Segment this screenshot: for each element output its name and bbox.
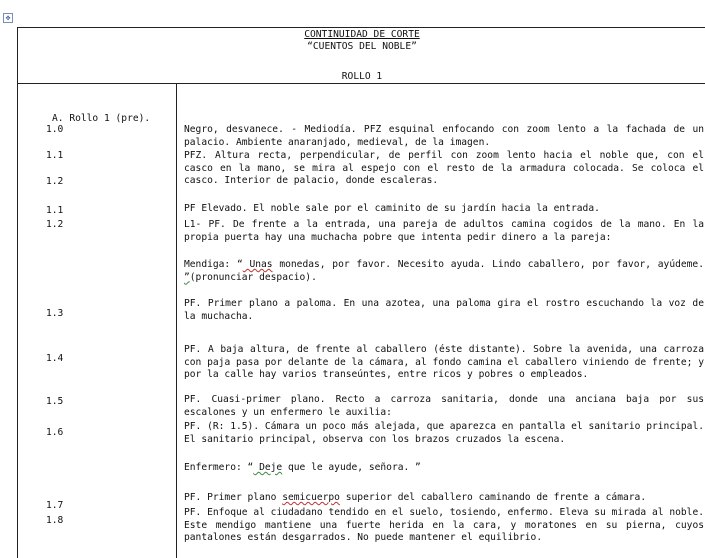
shot-description: Negro, desvanece. - Mediodía. PFZ esquinal enfocando con zoom lento a la fachada de un palacio. Ambiente anaranjado, medieval, de la imagen. [184,124,704,148]
dialogue-mendiga: Mendiga: “ Unas monedas, por favor. Necesito ayuda. Lindo caballero, por favor, ayúdeme. ”(pronunciar despacio). [184,259,704,283]
document-title: CONTINUIDAD DE CORTE [304,29,420,40]
rollo-label: A. Rollo 1 (pre). [52,113,151,124]
shot-description: PF. Cuasi-primer plano. Recto a carroza sanitaria, donde una anciana baja por sus escalones y un enfermero le auxilia: [184,394,704,418]
shot-description: PFZ. Altura recta, perpendicular, de perfil con zoom lento hacia el noble que, con el casco en la mano, se mira al espejo con el resto de la armadura colocada. Se coloca el casco. Interior de palacio, donde escaleras. [184,150,704,186]
document-subtitle: “CUENTOS DEL NOBLE” [307,41,417,52]
column-divider [176,84,177,558]
shot-description: PF. Primer plano a paloma. En una azotea, una paloma gira el rostro escuchando la voz de la muchacha. [184,298,704,322]
shot-description: PF. Primer plano semicuerpo superior del caballero caminando de frente a cámara. [184,492,647,503]
shot-description: PF. Enfoque al ciudadano tendido en el suelo, tosiendo, enfermo. Eleva su mirada al noble. Este mendigo mantiene una fuerte herida en la cara, y moratones en su pierna, cuyos pantalones están desgarrados. No puede mantener el equilibrio. [184,507,704,543]
shot-description: PF Elevado. El noble sale por el caminito de su jardín hacia la entrada. [184,203,600,214]
reel-label: ROLLO 1 [341,71,383,82]
table-move-handle-icon[interactable]: ✥ [3,13,13,23]
shot-description: PF. A baja altura, de frente al caballero (éste distante). Sobre la avenida, una carroza con paja pasa por delante de la cámara, al fondo camina el caballero viniendo de frente; y por la calle hay varios transeúntes, entre ricos y pobres o empleados. [184,344,704,380]
dialogue-enfermero: Enfermero: “ Deje que le ayude, señora. ” [184,462,421,473]
shot-description: L1- PF. De frente a la entrada, una pareja de adultos camina cogidos de la mano. En la propia puerta hay una muchacha pobre que intenta pedir dinero a la pareja: [184,219,704,243]
shot-description: PF. (R: 1.5). Cámara un poco más alejada, que aparezca en pantalla el sanitario principal. El sanitario principal, observa con los brazos cruzados la escena. [184,421,704,445]
continuity-table: CONTINUIDAD DE CORTE “CUENTOS DEL NOBLE” ROLLO 1 A. Rollo 1 (pre). 1.0 1.1 1.2 1.1 1.2 1.3 1.4 1.5 1.6 1.7 1.8 Negro, desvanece. - Mediodía. PFZ esquinal enfocando con zoom lento a la fachada de un palacio. Ambiente anaranjado, medieval, de la imagen. PFZ. Altura recta, perpendicular, de perfil con zoom lento hacia el noble que, con el casco en la mano, se mira al espejo con el resto de la armadura colocada. Se coloca el casco. Interior de palacio, donde escaleras. PF Elevado. El noble sale por el caminito de su jardín hacia la entrada. L1- PF. De frente a la entrada, una pareja de adultos camina cogidos de la mano. En la propia puerta hay una muchacha pobre que intenta pedir dinero a la pareja: Mendiga: “ Unas monedas, por favor. Necesito ayuda. Lindo caballero, por favor, ayúdeme. ”(pronunciar despacio). PF. Primer plano a paloma. En una azotea, una paloma gira el rostro escuchando la voz de la muchacha. PF. A baja altura, de frente al caballero (éste distante). Sobre la avenida, una carroza con paja pasa por delante de la cámara, al fondo camina el caballero viniendo de frente; y por la calle hay varios transeúntes, entre ricos y pobres o empleados. PF. Cuasi-primer plano. Recto a carroza sanitaria, donde una anciana baja por sus escalones y un enfermero le auxilia: PF. (R: 1.5). Cámara un poco más alejada, que aparezca en pantalla el sanitario principal. El sanitario principal, observa con los brazos cruzados la escena. Enfermero: “ Deje que le ayude, señora. ” PF. Primer plano semicuerpo superior del caballero caminando de frente a cámara. PF. Enfoque al ciudadano tendido en el suelo, tosiendo, enfermo. Eleva su mirada al noble. Este mendigo mantiene una fuerte herida en la cara, y moratones en su pierna, cuyos pantalones están desgarrados. No puede mantener el equilibrio. [17,27,705,558]
table-header [18,28,705,84]
